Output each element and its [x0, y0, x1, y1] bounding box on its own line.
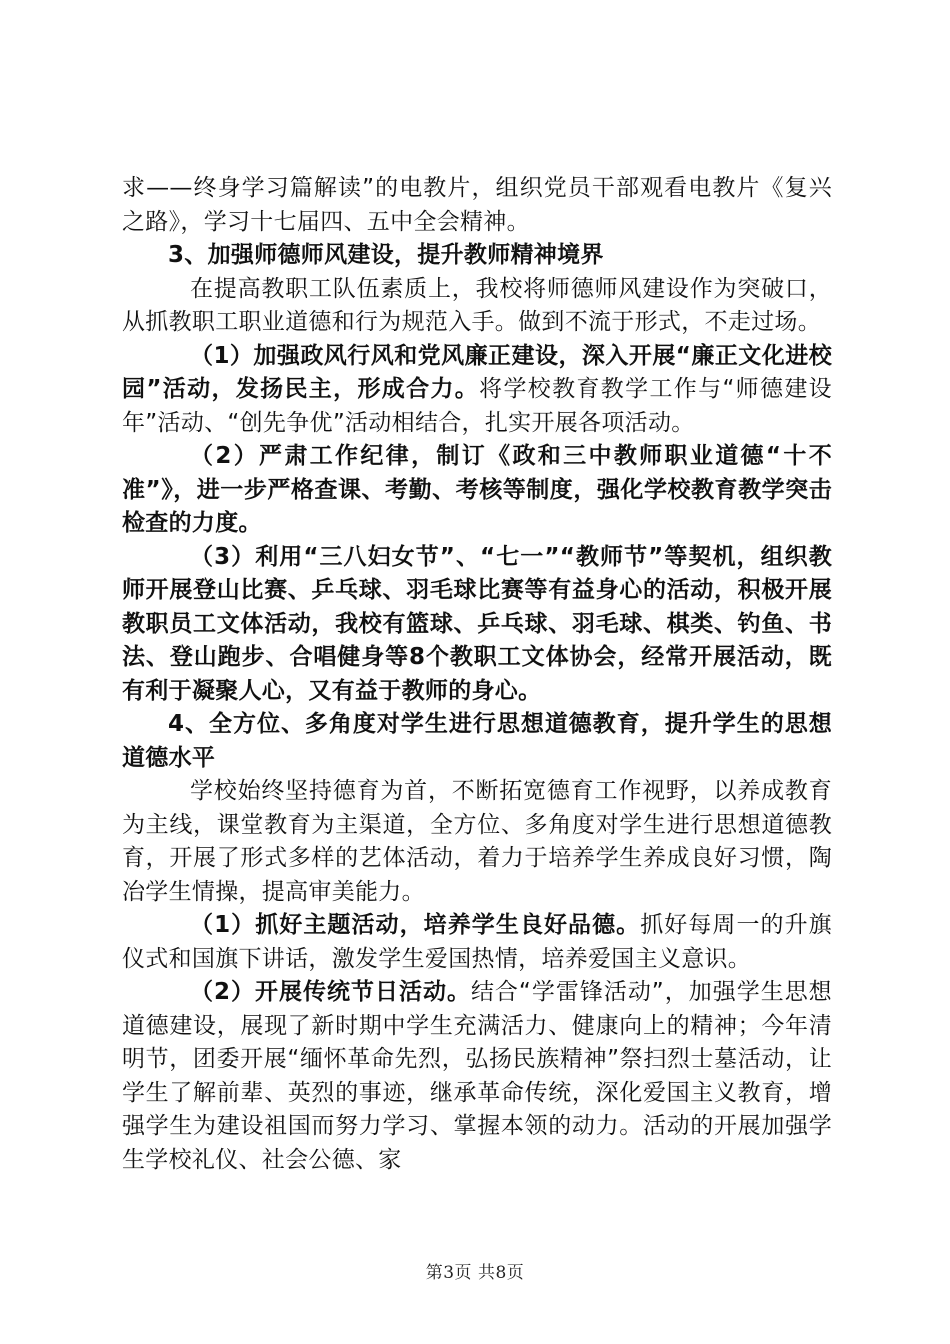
paragraph-lead: （1）加强政风行风和党风廉正建设，深入开展“廉正文化进校园”活动，发扬民主，形成合力。 — [122, 342, 832, 402]
paragraph-student-item-1 — [122, 909, 832, 976]
document-body — [122, 172, 832, 1177]
paragraph-teacher-ethics — [122, 273, 832, 340]
paragraph-text: 抓好每周一的升旗仪式和国旗下讲话，激发学生爱国热情，培养爱国主义意识。 — [122, 912, 832, 972]
paragraph-item-3 — [122, 541, 832, 709]
paragraph-item-1 — [122, 340, 832, 441]
paragraph-text: 学校始终坚持德育为首，不断拓宽德育工作视野，以养成教育为主线，课堂教育为主渠道，全方位、多角度对学生进行思想道德教育，开展了形式多样的艺体活动，着力于培养学生养成良好习惯，陶冶学生情操，提高审美能力。 — [122, 778, 832, 905]
section-heading-4 — [122, 708, 832, 775]
paragraph-text: 结合“学雷锋活动”，加强学生思想道德建设，展现了新时期中学生充满活力、健康向上的精神；今年清明节，团委开展“缅怀革命先烈，弘扬民族精神”祭扫烈士墓活动，让学生了解前辈、英烈的事迹，继承革命传统，深化爱国主义教育，增强学生为建设祖国而努力学习、掌握本领的动力。活动的开展加强学生学校礼仪、社会公德、家 — [122, 979, 832, 1173]
page-number-label: 第3页 共8页 — [425, 1263, 525, 1283]
paragraph-item-2 — [122, 440, 832, 541]
page-footer — [0, 1258, 950, 1283]
paragraph-student-item-2 — [122, 976, 832, 1177]
paragraph-lead: （2）严肃工作纪律，制订《政和三中教师职业道德“十不准”》，进一步严格查课、考勤、考核等制度，强化学校教育教学突击检查的力度。 — [122, 443, 832, 536]
paragraph-text: 求——终身学习篇解读”的电教片，组织党员干部观看电教片《复兴之路》，学习十七届四、五中全会精神。 — [122, 175, 832, 235]
paragraph-lead: （3）利用“三八妇女节”、“七一”“教师节”等契机，组织教师开展登山比赛、乒乓球、羽毛球比赛等有益身心的活动，积极开展教职员工文体活动，我校有篮球、乒乓球、羽毛球、棋类、钓鱼、书法、登山跑步、合唱健身等8个教职工文体协会，经常开展活动，既有利于凝聚人心，又有益于教师的身心。 — [122, 543, 832, 704]
paragraph-moral-education — [122, 775, 832, 909]
heading-text: 3、加强师德师风建设，提升教师精神境界 — [168, 242, 604, 268]
heading-text: 4、全方位、多角度对学生进行思想道德教育，提升学生的思想道德水平 — [122, 711, 832, 771]
paragraph-text: 在提高教职工队伍素质上，我校将师德师风建设作为突破口，从抓教职工职业道德和行为规范入手。做到不流于形式，不走过场。 — [122, 275, 832, 335]
paragraph-continuation — [122, 172, 832, 239]
section-heading-3 — [122, 239, 832, 273]
paragraph-lead: （1）抓好主题活动，培养学生良好品德。 — [190, 912, 641, 938]
paragraph-text: 将学校教育教学工作与“师德建设年”活动、“创先争优”活动相结合，扎实开展各项活动。 — [122, 376, 832, 436]
paragraph-lead: （2）开展传统节日活动。 — [190, 979, 471, 1005]
